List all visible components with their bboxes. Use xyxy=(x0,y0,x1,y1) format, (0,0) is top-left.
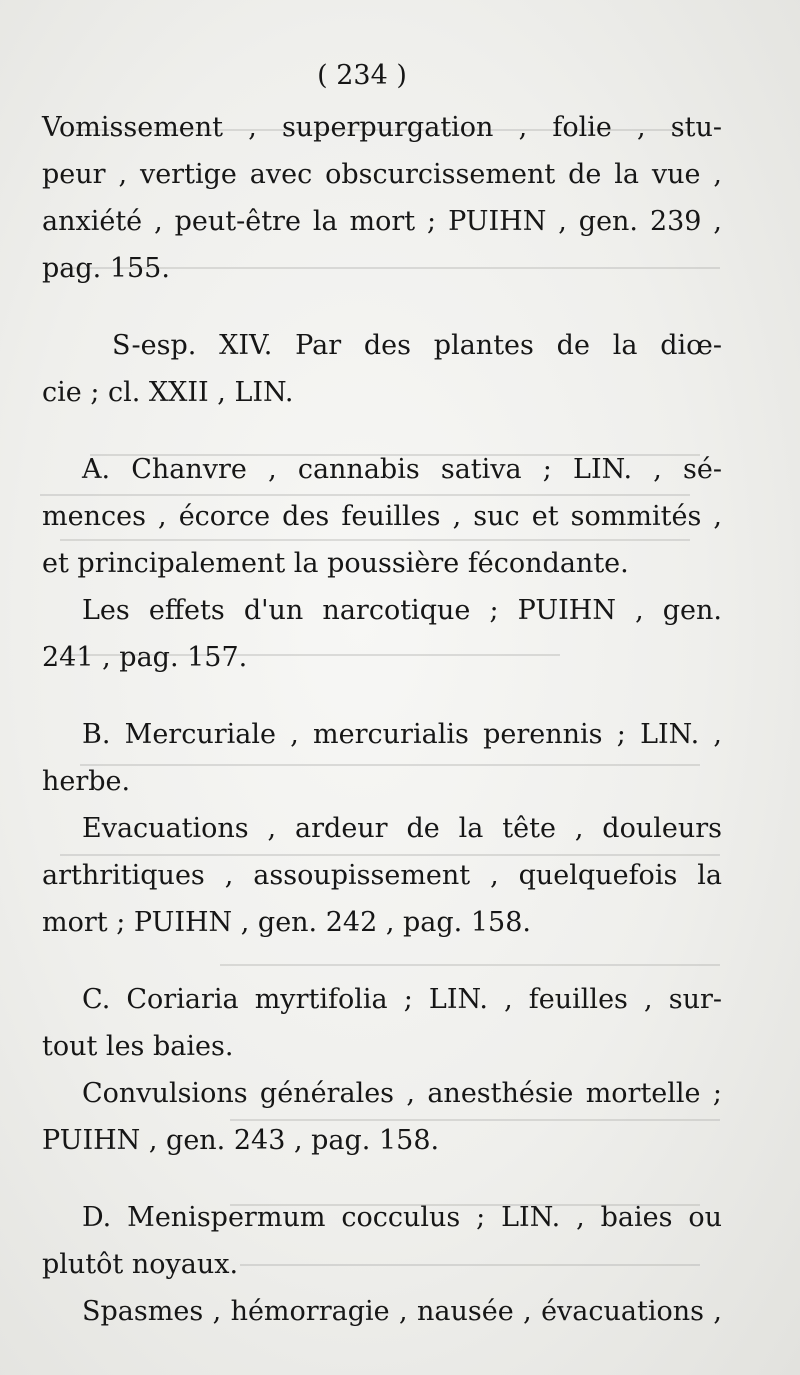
page-number: ( 234 ) xyxy=(317,60,407,91)
text-line: et principalement la poussière fécondante. xyxy=(42,548,629,579)
entry-d-menispermum xyxy=(42,1194,722,1335)
section-heading-line: cie ; cl. XXII , LIN. xyxy=(42,377,294,408)
entry-b-mercuriale xyxy=(42,711,722,946)
text-line: Vomissement , superpurgation , folie , stu- xyxy=(42,112,722,143)
text-line: arthritiques , assoupissement , quelquefois la xyxy=(42,860,722,891)
section-heading-line: S-esp. XIV. Par des plantes de la diœ- xyxy=(112,330,722,361)
entry-title-line: B. Mercuriale , mercurialis perennis ; LIN. , xyxy=(82,719,722,750)
text-line: tout les baies. xyxy=(42,1031,234,1062)
entry-title-line: A. Chanvre , cannabis sativa ; LIN. , sé- xyxy=(82,454,722,485)
text-line: Convulsions générales , anesthésie mortelle ; xyxy=(82,1078,722,1109)
entry-title-line: D. Menispermum cocculus ; LIN. , baies ou xyxy=(82,1202,722,1233)
text-line: Spasmes , hémorragie , nausée , évacuations , xyxy=(82,1296,722,1327)
text-line: herbe. xyxy=(42,766,131,797)
text-line: plutôt noyaux. xyxy=(42,1249,239,1280)
text-line: mort ; PUIHN , gen. 242 , pag. 158. xyxy=(42,907,531,938)
paragraph-gap xyxy=(42,681,722,711)
page-text xyxy=(42,48,722,1335)
section-heading-s-esp-xiv xyxy=(42,322,722,416)
text-line: mences , écorce des feuilles , suc et sommités , xyxy=(42,501,722,532)
paragraph-gap xyxy=(42,1164,722,1194)
text-line: Les effets d'un narcotique ; PUIHN , gen. xyxy=(82,595,722,626)
text-line: anxiété , peut-être la mort ; PUIHN , gen. 239 , xyxy=(42,206,722,237)
entry-c-coriaria xyxy=(42,976,722,1164)
paragraph-vomissement xyxy=(42,104,722,292)
text-line: peur , vertige avec obscurcissement de la vue , xyxy=(42,159,722,190)
paragraph-gap xyxy=(42,292,722,322)
text-line: pag. 155. xyxy=(42,253,170,284)
entry-title-line: C. Coriaria myrtifolia ; LIN. , feuilles , sur- xyxy=(82,984,722,1015)
text-line: Evacuations , ardeur de la tête , douleurs xyxy=(82,813,722,844)
text-line: PUIHN , gen. 243 , pag. 158. xyxy=(42,1125,440,1156)
entry-a-chanvre xyxy=(42,446,722,681)
paragraph-gap xyxy=(42,416,722,446)
text-line: 241 , pag. 157. xyxy=(42,642,248,673)
paragraph-gap xyxy=(42,946,722,976)
